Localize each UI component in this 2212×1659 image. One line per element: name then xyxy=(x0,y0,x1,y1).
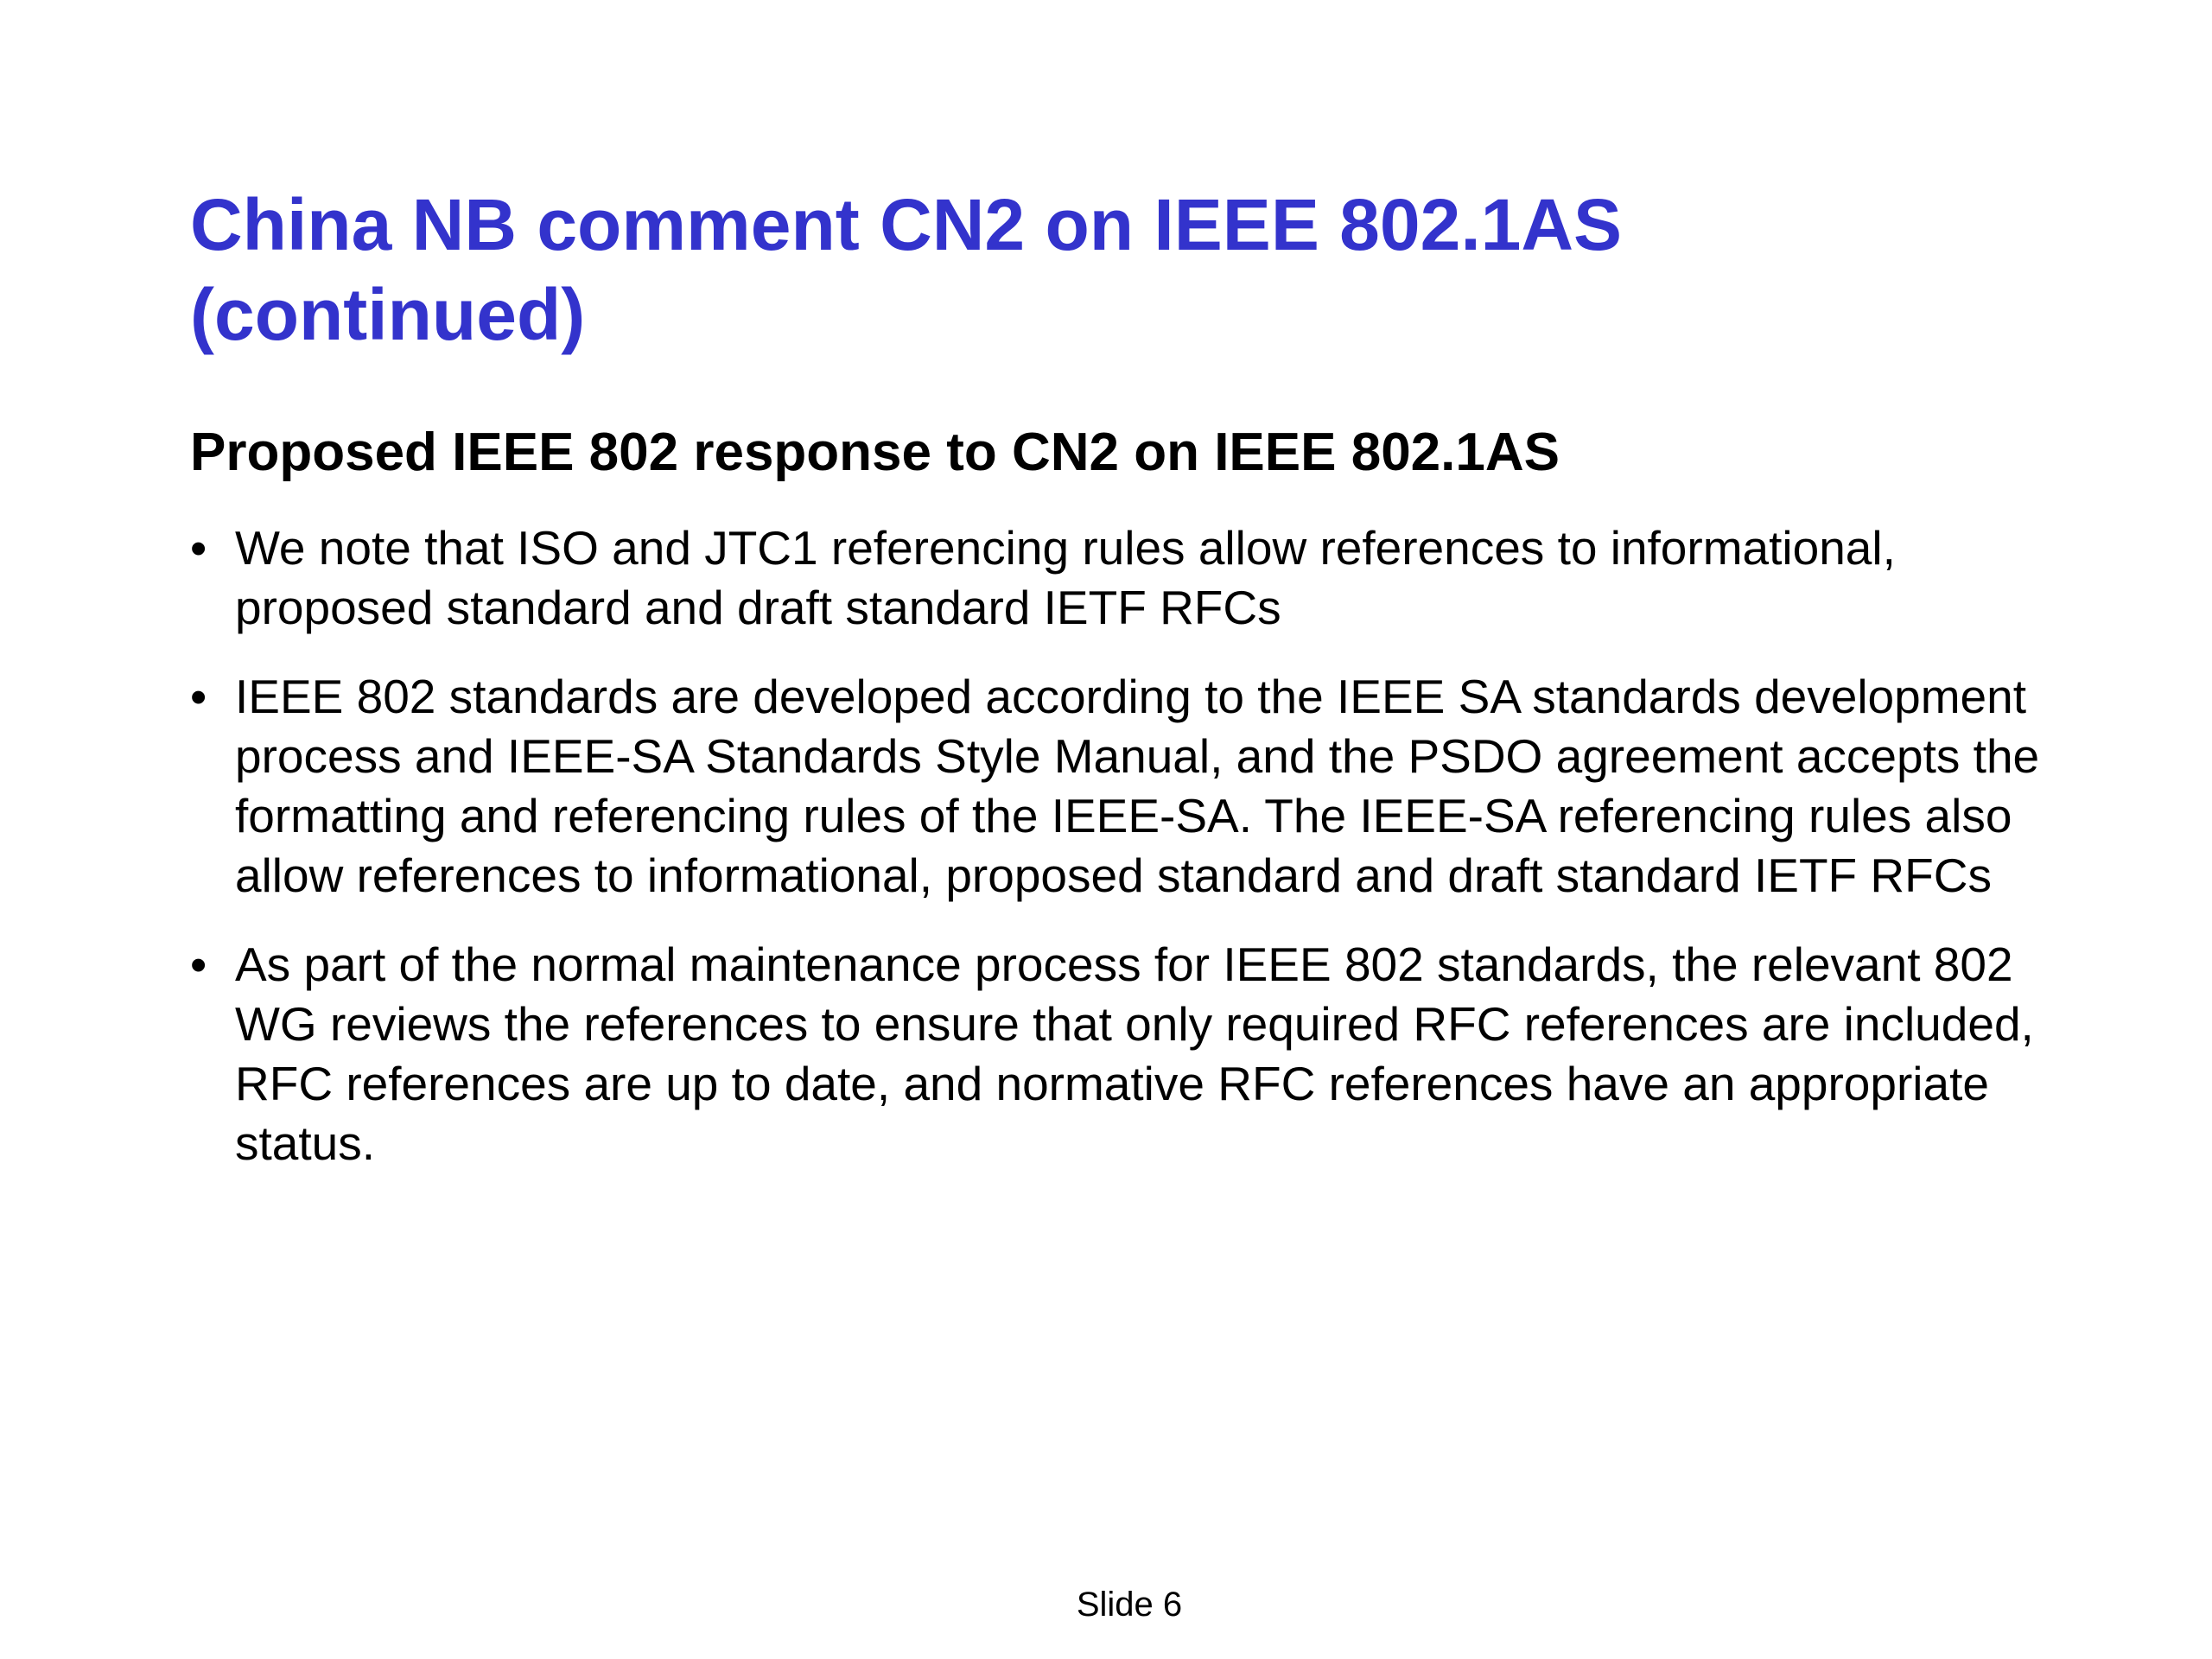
bullet-text: We note that ISO and JTC1 referencing rules allow references to informational, proposed standard and draft standard IETF RFCs xyxy=(235,521,1896,634)
slide-title xyxy=(190,180,2039,359)
bullet-dot: • xyxy=(190,670,207,723)
bullet-dot: • xyxy=(190,938,207,991)
slide-title-line-1: China NB comment CN2 on IEEE 802.1AS xyxy=(190,184,1623,265)
bullet-item-3 xyxy=(190,935,2056,1173)
bullet-text: IEEE 802 standards are developed according to the IEEE SA standards development process and IEEE-SA Standards Style Manual, and the PSDO agreement accepts the formatting and referencing rules of the IEEE-SA. The IEEE-SA referencing rules also allow references to informational, proposed standard and draft standard IETF RFCs xyxy=(235,670,2040,902)
bullet-item-2 xyxy=(190,667,2056,906)
slide-number: Slide 6 xyxy=(1076,1586,1183,1624)
bullet-dot: • xyxy=(190,521,207,575)
bullet-list xyxy=(190,518,2056,1203)
slide-subheading: Proposed IEEE 802 response to CN2 on IEEE 802.1AS xyxy=(190,423,1560,482)
bullet-item-1 xyxy=(190,518,2056,638)
slide-title-line-2: (continued) xyxy=(190,274,586,355)
bullet-text: As part of the normal maintenance process for IEEE 802 standards, the relevant 802 WG reviews the references to ensure that only required RFC references are included, RFC references are up to date, and normative RFC references have an appropriate status. xyxy=(235,938,2034,1170)
